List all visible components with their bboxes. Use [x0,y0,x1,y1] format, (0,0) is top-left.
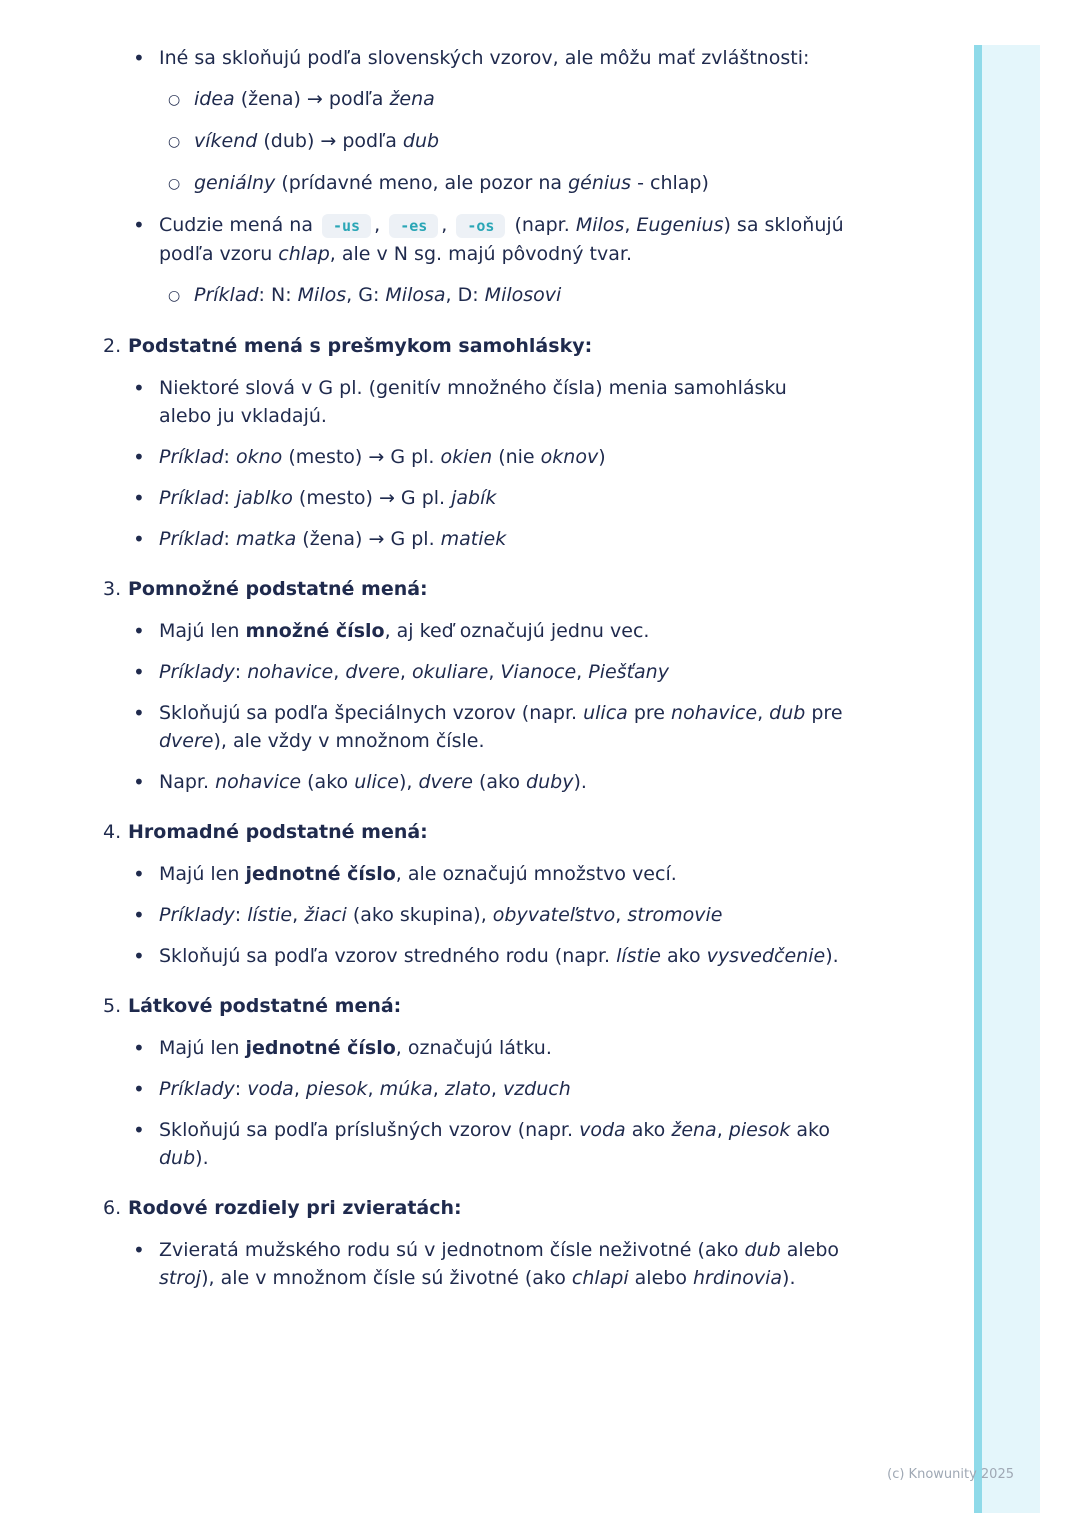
disc-bullet-marker: • [133,862,145,886]
circle-bullet-marker: ○ [168,92,181,108]
text-segment: dub [744,1239,781,1261]
text-segment: víkend [194,130,258,152]
text-segment: - chlap) [631,172,709,194]
text-segment: okno [236,446,283,468]
document-content [103,44,845,1305]
text-segment: stromovie [627,904,723,926]
bullet-text [159,1116,845,1172]
disc-bullet-marker: • [133,445,145,469]
bullet-text [159,699,845,755]
disc-bullet-marker: • [133,527,145,551]
text-segment: , [432,1078,445,1100]
bullet-text [159,44,809,72]
text-segment: nohavice [215,771,302,793]
circle-bullet-marker: ○ [168,176,181,192]
text-segment: jablko [236,487,293,509]
text-segment: Príklad [159,528,224,550]
text-segment: žiaci [304,904,347,926]
text-segment: žena [389,88,435,110]
text-segment: duby [526,771,574,793]
text-segment: ), [398,771,419,793]
text-segment: Skloňujú sa podľa špeciálnych vzorov (napr. [159,702,584,724]
text-segment: hrdinovia [693,1267,783,1289]
copyright-watermark: (c) Knowunity 2025 [887,1467,1014,1482]
section-heading [103,575,845,603]
bullet-text [159,942,839,970]
bullet-item [103,768,845,796]
text-segment: Napr. [159,771,216,793]
bullet-item [103,484,845,512]
bullet-item [103,860,845,888]
bullet-text [159,1034,552,1062]
bullet-item [103,525,845,553]
disc-bullet-marker: • [133,770,145,794]
text-segment: (žena) → podľa [234,88,390,110]
text-segment: idea [194,88,235,110]
text-segment: , [624,214,637,236]
sub-bullet-item [103,281,845,310]
text-segment: piesok [305,1078,368,1100]
text-segment: , [293,1078,306,1100]
bullet-text [159,1075,571,1103]
bullet-text [159,484,496,512]
text-segment: alebo [780,1239,840,1261]
disc-bullet-marker: • [133,1036,145,1060]
bullet-text [159,211,845,268]
text-segment: ulica [583,702,628,724]
text-segment: ). [825,945,839,967]
text-segment: matka [236,528,297,550]
text-segment: ako [625,1119,672,1141]
text-segment: jabík [451,487,497,509]
disc-bullet-marker: • [133,213,145,237]
section-title: Rodové rozdiely pri zvieratách: [128,1197,462,1219]
text-segment: zlato [444,1078,491,1100]
bullet-item [103,658,845,686]
text-segment: , [292,904,305,926]
text-segment: , ale v N sg. majú pôvodný tvar. [329,243,632,265]
text-segment: múka [379,1078,433,1100]
text-segment: nohavice [247,661,334,683]
circle-bullet-marker: ○ [168,288,181,304]
text-segment: Príklady [159,661,235,683]
bullet-item [103,699,845,755]
text-segment: , [374,214,387,236]
text-segment: dub [402,130,440,152]
bullet-item [103,617,845,645]
bullet-item [103,374,845,430]
text-segment: dvere [345,661,400,683]
suffix-code-chip: -us [322,214,371,238]
text-segment: , [399,661,412,683]
sub-bullet-item [103,169,845,198]
text-segment: , D: [445,284,485,306]
text-segment: chlap [278,243,330,265]
text-segment: (mesto) → G pl. [292,487,452,509]
bullet-item [103,211,845,268]
section-title: Pomnožné podstatné mená: [128,578,428,600]
section-number: 6. [103,1197,122,1219]
text-segment: , [716,1119,729,1141]
text-segment: okien [440,446,493,468]
section-heading [103,818,845,846]
text-segment: Iné sa skloňujú podľa slovenských vzorov, ale môžu mať zvláštnosti: [159,47,810,69]
disc-bullet-marker: • [133,1118,145,1142]
text-segment: Niektoré slová v G pl. (genitív množného čísla) menia samohlásku alebo ju vkladajú. [159,377,787,427]
text-segment: (ako skupina), [346,904,493,926]
text-segment: , [757,702,770,724]
text-segment: lístie [616,945,661,967]
text-segment: alebo [628,1267,694,1289]
text-segment: Eugenius [636,214,724,236]
text-segment: ) [598,446,606,468]
text-segment: oknov [540,446,599,468]
bullet-text [194,169,709,198]
section-number: 3. [103,578,122,600]
text-segment: Skloňujú sa podľa príslušných vzorov (napr. [159,1119,580,1141]
text-segment: okuliare [411,661,489,683]
text-segment: jednotné číslo [245,1037,396,1059]
disc-bullet-marker: • [133,1238,145,1262]
text-segment: , aj keď označujú jednu vec. [384,620,650,642]
disc-bullet-marker: • [133,376,145,400]
bullet-text [159,768,587,796]
page-accent-stripe [974,45,982,1513]
bullet-text [194,127,439,156]
disc-bullet-marker: • [133,486,145,510]
text-segment: : [223,487,236,509]
text-segment: Piešťany [588,661,669,683]
text-segment: Príklad [159,487,224,509]
text-segment: ako [790,1119,830,1141]
bullet-text [194,281,561,310]
text-segment: piesok [728,1119,791,1141]
bullet-text [159,617,649,645]
text-segment: jednotné číslo [245,863,396,885]
sub-bullet-item [103,85,845,114]
disc-bullet-marker: • [133,619,145,643]
text-segment: : [234,661,248,683]
section-title: Látkové podstatné mená: [128,995,402,1017]
text-segment: ). [782,1267,796,1289]
text-segment: Príklad [194,284,259,306]
text-segment: Zvieratá mužského rodu sú v jednotnom čísle neživotné (ako [159,1239,745,1261]
text-segment: dub [769,702,806,724]
bullet-text [159,658,669,686]
text-segment: Majú len [159,620,246,642]
bullet-text [194,85,435,114]
text-segment: voda [247,1078,294,1100]
text-segment: množné číslo [245,620,385,642]
text-segment: Skloňujú sa podľa vzorov stredného rodu (napr. [159,945,617,967]
text-segment: ). [195,1147,209,1169]
bullet-text [159,374,845,430]
text-segment: génius [568,172,632,194]
section-title: Hromadné podstatné mená: [128,821,428,843]
bullet-item [103,1236,845,1292]
text-segment: , ale označujú množstvo vecí. [395,863,677,885]
text-segment: : [223,528,236,550]
text-segment: , [576,661,589,683]
bullet-text [159,443,606,471]
text-segment: pre [627,702,672,724]
bullet-text [159,1236,845,1292]
text-segment: Príklady [159,904,235,926]
text-segment: (dub) → podľa [257,130,403,152]
text-segment: ), ale vždy v množnom čísle. [213,730,485,752]
text-segment: (napr. [508,214,576,236]
bullet-item [103,1034,845,1062]
bullet-item [103,1116,845,1172]
section-number: 5. [103,995,122,1017]
text-segment: ). [573,771,587,793]
text-segment: (žena) → G pl. [296,528,441,550]
sub-bullet-item [103,127,845,156]
section-number: 2. [103,335,122,357]
suffix-code-chip: -os [456,214,505,238]
section-number: 4. [103,821,122,843]
text-segment: : [234,904,248,926]
bullet-item [103,443,845,471]
text-segment: dvere [418,771,473,793]
page-side-stripe [982,45,1040,1513]
circle-bullet-marker: ○ [168,134,181,150]
text-segment: (prídavné meno, ale pozor na [275,172,569,194]
text-segment: obyvateľstvo [492,904,616,926]
text-segment: ako [660,945,707,967]
section-heading [103,332,845,360]
text-segment: Majú len [159,863,246,885]
text-segment: Milos [297,284,347,306]
section-heading [103,992,845,1020]
text-segment: , označujú látku. [395,1037,552,1059]
text-segment: , [367,1078,380,1100]
section-title: Podstatné mená s prešmykom samohlásky: [128,335,593,357]
text-segment: Príklady [159,1078,235,1100]
text-segment: stroj [159,1267,202,1289]
text-segment: , [490,1078,503,1100]
text-segment: vzduch [502,1078,571,1100]
text-segment: , [441,214,454,236]
text-segment: Príklad [159,446,224,468]
text-segment: pre [805,702,843,724]
bullet-text [159,860,677,888]
text-segment: matiek [440,528,507,550]
bullet-text [159,901,722,929]
disc-bullet-marker: • [133,944,145,968]
text-segment: : [223,446,236,468]
text-segment: , [488,661,501,683]
text-segment: lístie [247,904,293,926]
suffix-code-chip: -es [389,214,438,238]
text-segment: chlapi [571,1267,629,1289]
bullet-text [159,525,506,553]
disc-bullet-marker: • [133,701,145,725]
bullet-item [103,942,845,970]
text-segment: Vianoce [500,661,577,683]
bullet-item [103,901,845,929]
text-segment: vysvedčenie [706,945,826,967]
text-segment: Milosovi [484,284,562,306]
disc-bullet-marker: • [133,46,145,70]
text-segment: voda [579,1119,626,1141]
text-segment: ) sa skloňujú podľa vzoru [159,214,844,265]
text-segment: , [615,904,628,926]
disc-bullet-marker: • [133,1077,145,1101]
text-segment: dub [159,1147,196,1169]
bullet-item [103,44,845,72]
text-segment: (nie [492,446,541,468]
text-segment: dvere [159,730,214,752]
text-segment: (ako [301,771,355,793]
text-segment: ), ale v množnom čísle sú životné (ako [201,1267,572,1289]
text-segment: (mesto) → G pl. [282,446,441,468]
text-segment: : N: [258,284,298,306]
text-segment: , [333,661,346,683]
text-segment: geniálny [194,172,276,194]
text-segment: , G: [346,284,386,306]
text-segment: nohavice [671,702,758,724]
bullet-item [103,1075,845,1103]
text-segment: Cudzie mená na [159,214,319,236]
section-heading [103,1194,845,1222]
text-segment: Milos [575,214,625,236]
disc-bullet-marker: • [133,903,145,927]
text-segment: (ako [472,771,527,793]
text-segment: : [234,1078,248,1100]
text-segment: ulice [354,771,399,793]
disc-bullet-marker: • [133,660,145,684]
text-segment: žena [671,1119,717,1141]
text-segment: Milosa [385,284,446,306]
text-segment: Majú len [159,1037,246,1059]
